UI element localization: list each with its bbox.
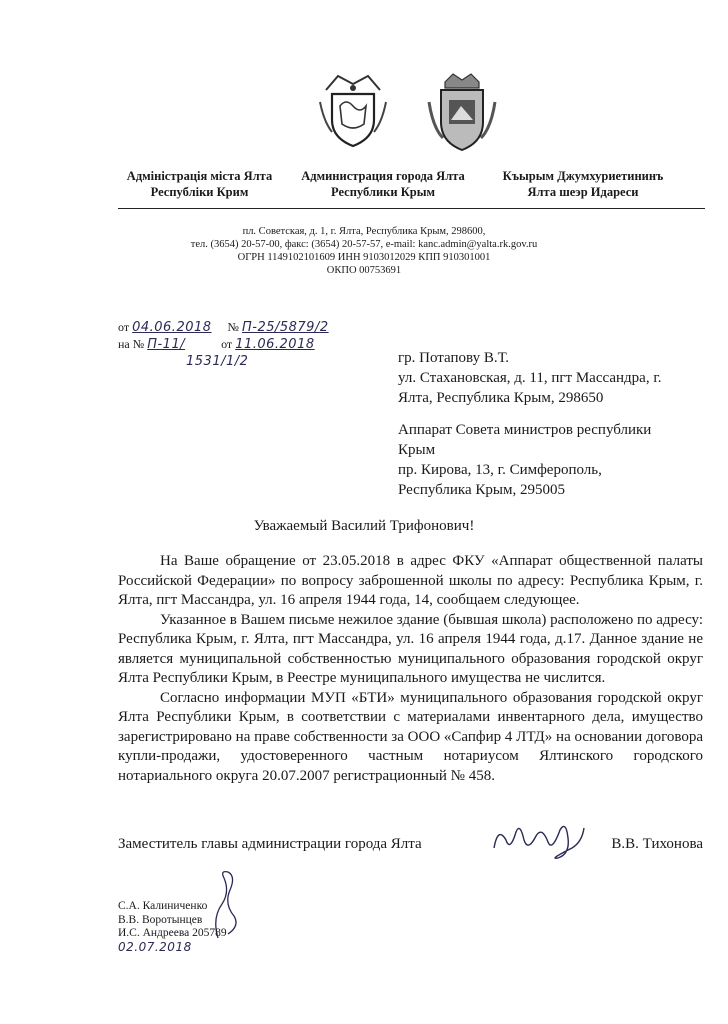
recipient-line: гр. Потапову В.Т. xyxy=(398,350,509,366)
recipients-block xyxy=(398,348,708,500)
header-line: Ялта шеэр Идареси xyxy=(527,185,639,199)
recipient-line: Аппарат Совета министров республики xyxy=(398,422,652,438)
letter-body xyxy=(118,552,703,786)
header-divider xyxy=(118,208,705,209)
recipient-line: Крым xyxy=(398,442,436,458)
ref-extra-number: 1531/1/2 xyxy=(186,354,249,369)
ref-number-prefix: № xyxy=(227,320,239,334)
incoming-reference xyxy=(118,337,315,352)
header-ukrainian xyxy=(112,168,287,200)
header-crimean-tatar xyxy=(488,168,678,200)
handwritten-signature-icon xyxy=(488,818,588,862)
address-line: тел. (3654) 20-57-00, факс: (3654) 20-57-57, e-mail: kanc.admin@yalta.rk.gov.ru xyxy=(190,239,538,250)
address-line: ОКПО 00753691 xyxy=(326,265,402,276)
yalta-coat-of-arms-icon xyxy=(425,72,499,154)
executors-block xyxy=(118,900,227,954)
ref-from-prefix: от xyxy=(118,320,130,334)
emblems xyxy=(0,72,728,152)
ref-reply-date-prefix: от xyxy=(221,337,233,351)
body-paragraph: Согласно информации МУП «БТИ» муниципального образования городской округ Ялта Республики Крым, в соответствии с материалами инвентарного дела, имущество зарегистрировано на праве собственности за ООО «Сапфир 4 ЛТД» на основании договора купли-продажи, удостоверенного частным нотариусом Ялтинского городского нотариального округа 20.07.2007 регистрационный № 458. xyxy=(118,689,703,784)
header-line: Администрация города Ялта xyxy=(301,169,465,183)
signatory-name: В.В. Тихонова xyxy=(611,836,703,852)
executor-date: 02.07.2018 xyxy=(118,939,192,954)
signatory-position: Заместитель главы администрации города Ялта xyxy=(118,836,422,852)
ref-number: П-25/5879/2 xyxy=(241,320,329,335)
header-line: Адміністрація міста Ялта xyxy=(126,169,273,183)
address-line: пл. Советская, д. 1, г. Ялта, Республика Крым, 298600, xyxy=(242,226,486,237)
recipient-line: пр. Кирова, 13, г. Симферополь, xyxy=(398,462,602,478)
recipient-line: Республика Крым, 295005 xyxy=(398,482,565,498)
crimea-coat-of-arms-icon xyxy=(318,72,388,150)
header-line: Къырым Джумхуриетининъ xyxy=(502,169,664,183)
outgoing-reference xyxy=(118,320,329,335)
header-line: Республики Крым xyxy=(331,185,435,199)
header-russian xyxy=(288,168,478,200)
executor-name: С.А. Калиниченко xyxy=(118,900,208,912)
header-line: Республіки Крим xyxy=(150,185,249,199)
address-line: ОГРН 1149102101609 ИНН 9103012029 КПП 910301001 xyxy=(237,252,491,263)
recipient-line: ул. Стахановская, д. 11, пгт Массандра, г. xyxy=(398,370,662,386)
ref-reply-number: П-11/ xyxy=(147,337,186,352)
salutation: Уважаемый Василий Трифонович! xyxy=(253,518,475,534)
ref-reply-prefix: на № xyxy=(118,337,145,351)
executor-name: В.В. Воротынцев xyxy=(118,913,203,926)
recipient-line: Ялта, Республика Крым, 298650 xyxy=(398,390,604,406)
executor-name: И.С. Андреева 205789 xyxy=(118,927,227,939)
ref-reply-date: 11.06.2018 xyxy=(235,337,315,352)
ref-from-date: 04.06.2018 xyxy=(132,320,212,335)
address-block xyxy=(0,225,728,277)
body-paragraph: На Ваше обращение от 23.05.2018 в адрес ФКУ «Аппарат общественной палаты Российской Федерации» по вопросу заброшенной школы по адресу: Республика Крым, г. Ялта, пгт Массандра, ул. 16 апреля 1944 года, 14, сообщаем следующее. xyxy=(118,553,703,608)
signature-row xyxy=(118,836,703,860)
body-paragraph: Указанное в Вашем письме нежилое здание (бывшая школа) расположено по адресу: Республика Крым, г. Ялта, пгт Массандра, ул. 16 апреля 1944 года, д.17. Данное здание не является муниципальной собственностью муниципального образования городской округ Ялта Республики Крым, в Реестре муниципального имущества не числится. xyxy=(118,611,704,686)
